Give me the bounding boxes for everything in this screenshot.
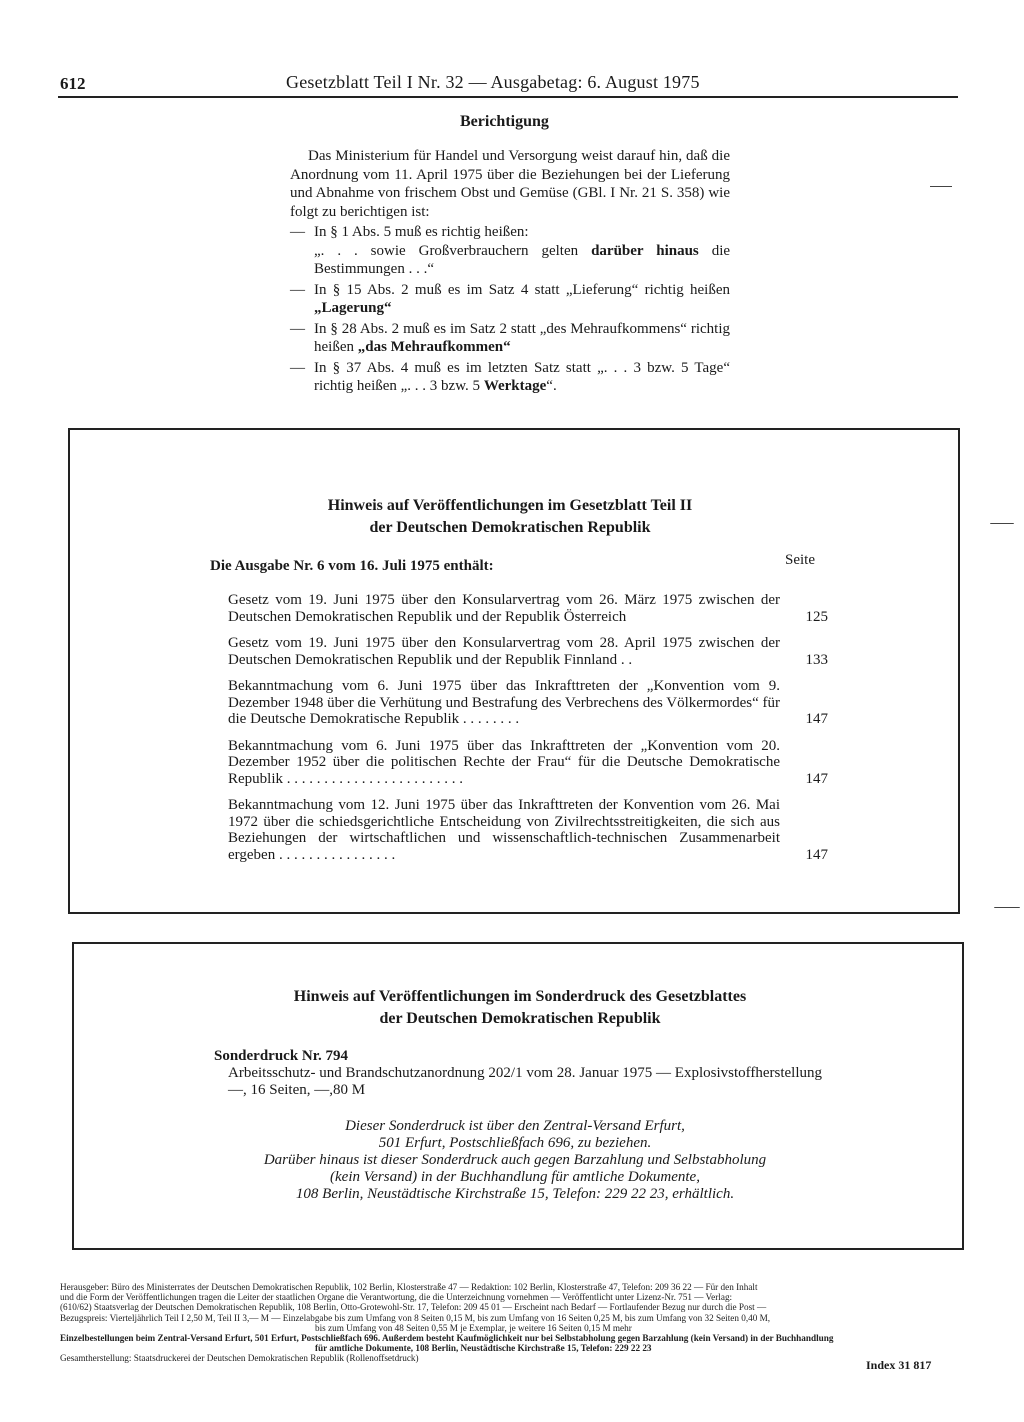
ordering-info-line: 108 Berlin, Neustädtische Kirchstraße 15, Telefon: 229 22 23, erhältlich. <box>295 1186 735 1202</box>
entry-text: Bekanntmachung vom 12. Juni 1975 über das Inkrafttreten der Konvention vom 26. Mai 1972 über die schiedsgerichtliche Entscheidung von Zivilrechtsstreitigkeiten, die sich aus Beziehungen der wirtschaftlichen und wissenschaftlich-technischen Zusammenarbeit ergeben . . . . . . . . . . . . . . . . <box>228 797 780 863</box>
ordering-info-line: Darüber hinaus ist dieser Sonderdruck auch gegen Barzahlung und Selbstabholung <box>263 1152 767 1168</box>
page-column-header: Seite <box>785 552 815 568</box>
imprint-line: und die Form der Veröffentlichungen tragen die Leiter der staatlichen Organe die Verantwortung, die die Unterzeichnung vornehmen — Veröffentlicht unter Lizenz-Nr. 751 — Verlag: <box>60 1292 733 1303</box>
publication-list <box>228 592 828 873</box>
correction-bold-text: „Lagerung“ <box>314 300 392 316</box>
dash-marker: — <box>290 320 305 337</box>
imprint <box>60 1282 970 1364</box>
notice-title-line: Hinweis auf Veröffentlichungen im Gesetzblatt Teil II <box>327 497 693 514</box>
imprint-line: (610/62) Staatsverlag der Deutschen Demokratischen Republik, 108 Berlin, Otto-Grotewohl-Str. 17, Telefon: 209 45 01 — Erscheint nach Bedarf — Fortlaufender Bezug nur durch die Post — <box>60 1302 767 1313</box>
correction-item-text: In § 1 Abs. 5 muß es richtig heißen: <box>314 224 529 240</box>
imprint-line: für amtliche Dokumente, 108 Berlin, Neustädtische Kirchstraße 15, Telefon: 229 22 23 <box>315 1343 652 1354</box>
ordering-info <box>210 1118 820 1203</box>
notice-part2-title <box>210 495 810 539</box>
dash-marker: — <box>290 359 305 376</box>
notice-title-line: Hinweis auf Veröffentlichungen im Sonderdruck des Gesetzblattes <box>293 988 747 1005</box>
entry-page: 133 <box>805 651 828 668</box>
index-number: Index 31 817 <box>866 1358 932 1372</box>
correction-intro: Das Ministerium für Handel und Versorgung weist darauf hin, daß die Anordnung vom 11. April 1975 über die Beziehungen bei der Lieferung und Abnahme von frischem Obst und Gemüse (GBl. I Nr. 21 S. 358) wie folgt zu berichtigen ist: <box>290 148 730 220</box>
entry-text: Gesetz vom 19. Juni 1975 über den Konsularvertrag vom 28. April 1975 zwischen der Deutschen Demokratischen Republik und der Republik Finnland . . <box>228 635 780 668</box>
entry-text: Bekanntmachung vom 6. Juni 1975 über das Inkrafttreten der „Konvention vom 20. Dezember 1952 über die politischen Rechte der Frau“ für die Deutsche Demokratische Republik . . . . . . . . . . . . . . . . . . . . . . . . <box>228 737 780 787</box>
correction-item <box>290 281 730 318</box>
running-title: Gesetzblatt Teil I Nr. 32 — Ausgabetag: 6. August 1975 <box>286 72 700 92</box>
correction-item-text: In § 37 Abs. 4 muß es im letzten Satz statt „. . . 3 bzw. 5 Tage“ richtig heißen „. . . 3 bzw. 5 <box>314 359 730 394</box>
correction-item-end: “. <box>546 378 557 394</box>
correction-item-text: In § 15 Abs. 2 muß es im Satz 4 statt „Lieferung“ richtig heißen <box>314 281 730 298</box>
correction-quote <box>290 242 730 279</box>
quote-bold-text: darüber hinaus <box>591 242 699 259</box>
entry-text: Gesetz vom 19. Juni 1975 über den Konsularvertrag vom 26. März 1975 zwischen der Deutschen Demokratischen Republik und der Republik Österreich <box>228 592 780 625</box>
publication-entry <box>228 797 828 863</box>
entry-page: 147 <box>805 770 828 787</box>
issue-heading: Die Ausgabe Nr. 6 vom 16. Juli 1975 enthält: <box>210 558 494 574</box>
ordering-info-line: Dieser Sonderdruck ist über den Zentral-Versand Erfurt, <box>345 1118 685 1134</box>
margin-mark <box>930 186 952 187</box>
entry-page: 147 <box>805 711 828 727</box>
correction-body <box>290 147 730 396</box>
header-rule <box>58 96 958 98</box>
dash-marker: — <box>290 224 305 240</box>
quote-text: „. . . sowie Großverbrauchern gelten <box>314 242 579 259</box>
margin-mark <box>990 523 1014 524</box>
dash-marker: — <box>290 281 305 298</box>
correction-bold-text: Werktage <box>483 378 547 394</box>
imprint-line: Bezugspreis: Vierteljährlich Teil I 2,50 M, Teil II 3,— M — Einzelabgabe bis zum Umfang von 8 Seiten 0,15 M, bis zum Umfang von 16 Seiten 0,25 M, bis zum Umfang von 32 Seiten 0,40 M, <box>60 1312 771 1323</box>
publication-entry <box>228 678 828 728</box>
notice-special-title <box>230 986 810 1030</box>
correction-bold-text: „das Mehraufkommen“ <box>357 339 511 355</box>
notice-title-line: der Deutschen Demokratischen Republik <box>369 519 651 536</box>
correction-title: Berichtigung <box>460 113 549 130</box>
quote-text-end: die Bestimmungen . . .“ <box>314 242 731 277</box>
ordering-info-line: (kein Versand) in der Buchhandlung für amtliche Dokumente, <box>330 1169 700 1185</box>
entry-page: 125 <box>805 608 828 625</box>
page-number: 612 <box>60 74 86 93</box>
imprint-line: Einzelbestellungen beim Zentral-Versand Erfurt, 501 Erfurt, Postschließfach 696. Außerdem besteht Kaufmöglichkeit nur bei Selbstabholung gegen Barzahlung (kein Versand) in der Buchhandlung <box>60 1333 834 1344</box>
imprint-line: Herausgeber: Büro des Ministerrates der Deutschen Demokratischen Republik, 102 Berlin, Klosterstraße 47 — Redaktion: 102 Berlin, Klosterstraße 47, Telefon: 209 36 22 — Für den Inhalt <box>60 1282 758 1292</box>
entry-text: Bekanntmachung vom 6. Juni 1975 über das Inkrafttreten der „Konvention vom 9. Dezember 1948 über die Verhütung und Bestrafung des Verbrechens des Völkermordes“ für die Deutsche Demokratische Republik . . . . . . . . <box>228 678 780 727</box>
correction-item <box>290 320 730 357</box>
special-print-description: Arbeitsschutz- und Brandschutzanordnung 202/1 vom 28. Januar 1975 — Explosivstoffherstellung —, 16 Seiten, —,80 M <box>228 1065 822 1098</box>
publication-entry <box>228 738 828 788</box>
imprint-line: Gesamtherstellung: Staatsdruckerei der Deutschen Demokratischen Republik (Rollenoffsetdruck) <box>60 1353 419 1364</box>
entry-page: 147 <box>805 846 828 863</box>
special-print-number: Sonderdruck Nr. 794 <box>214 1048 349 1064</box>
notice-title-line: der Deutschen Demokratischen Republik <box>379 1010 661 1027</box>
imprint-line: bis zum Umfang von 48 Seiten 0,55 M je Exemplar, je weitere 16 Seiten 0,15 M mehr <box>315 1322 632 1333</box>
margin-mark <box>994 907 1020 908</box>
correction-item <box>290 223 730 242</box>
ordering-info-line: 501 Erfurt, Postschließfach 696, zu beziehen. <box>378 1135 652 1151</box>
correction-item <box>290 359 730 396</box>
publication-entry <box>228 635 828 668</box>
publication-entry <box>228 592 828 625</box>
correction-item-text: In § 28 Abs. 2 muß es im Satz 2 statt „des Mehraufkommens“ richtig heißen <box>314 320 730 355</box>
